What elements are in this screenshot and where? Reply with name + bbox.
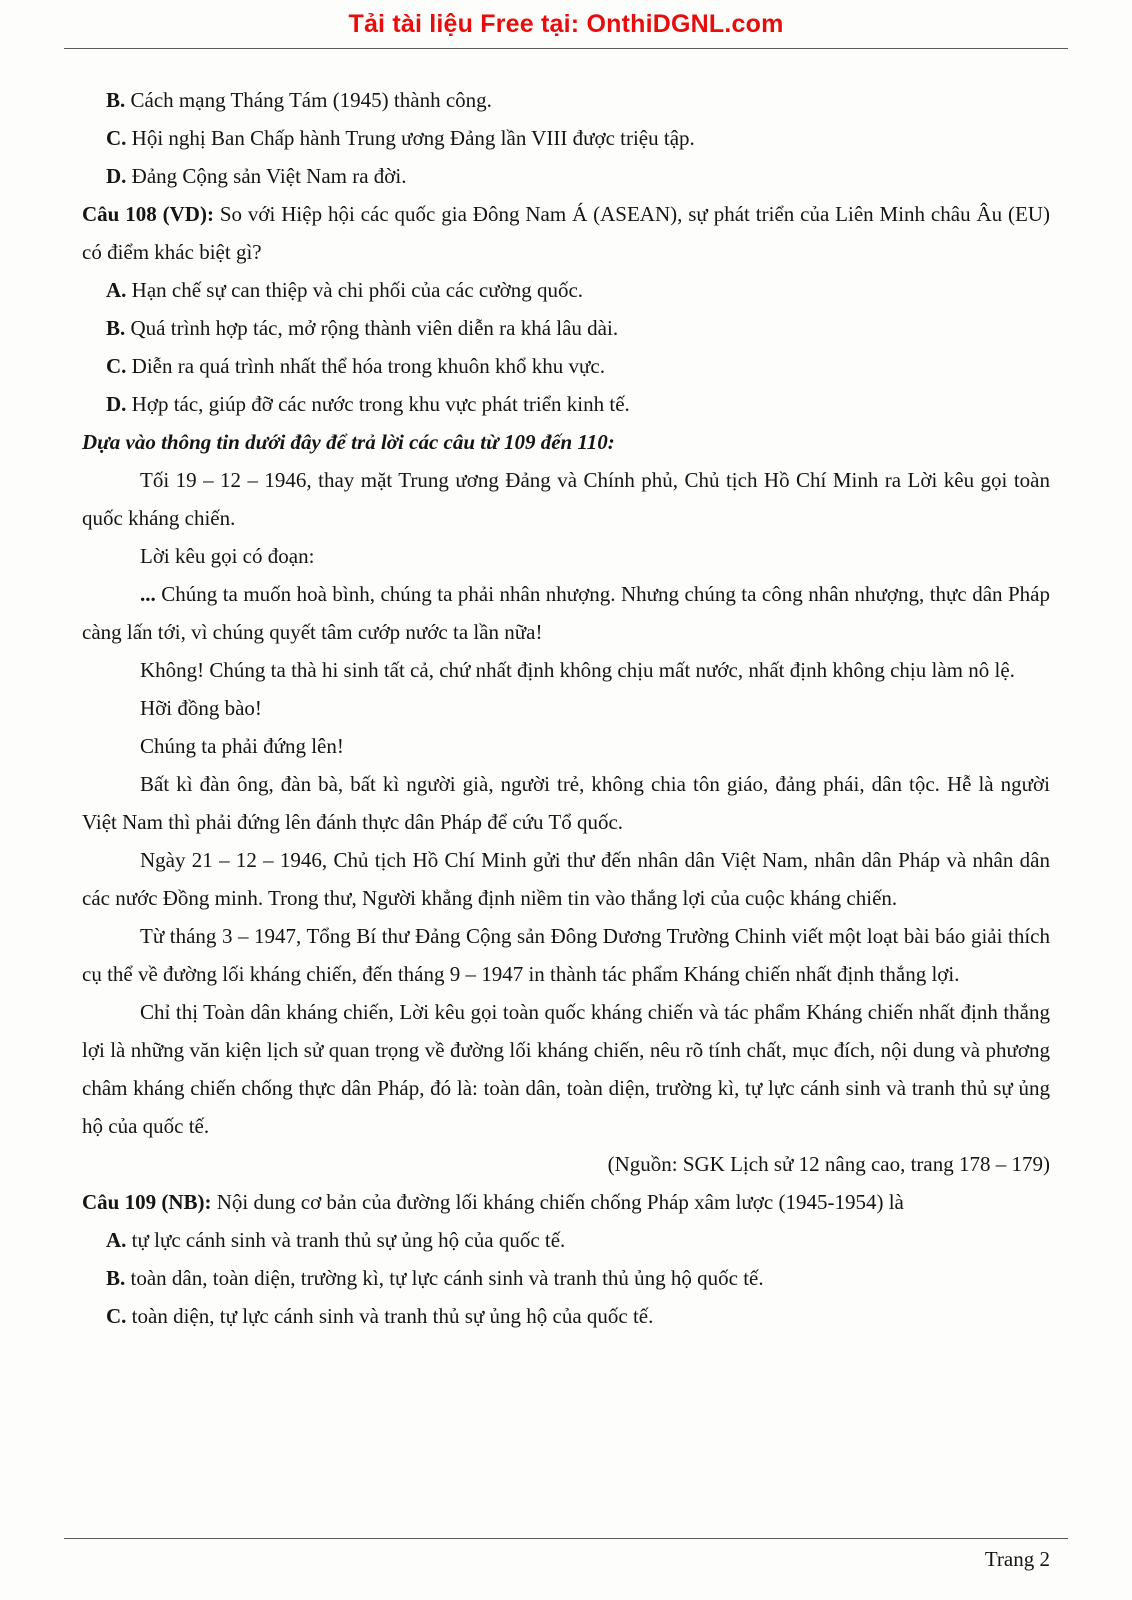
paragraph bbox=[82, 423, 1050, 461]
paragraph-prefix: A. bbox=[106, 278, 132, 302]
paragraph-text: Diễn ra quá trình nhất thể hóa trong khuôn khổ khu vực. bbox=[131, 354, 605, 378]
paragraph-text: Hợp tác, giúp đỡ các nước trong khu vực phát triển kinh tế. bbox=[131, 392, 630, 416]
paragraph-text: Chúng ta phải đứng lên! bbox=[140, 734, 344, 758]
paragraph bbox=[82, 537, 1050, 575]
paragraph bbox=[82, 157, 1050, 195]
paragraph-prefix: C. bbox=[106, 354, 132, 378]
paragraph-prefix: B. bbox=[106, 88, 131, 112]
paragraph-text: toàn diện, tự lực cánh sinh và tranh thủ sự ủng hộ của quốc tế. bbox=[131, 1304, 654, 1328]
paragraph bbox=[82, 727, 1050, 765]
paragraph-text: Hội nghị Ban Chấp hành Trung ương Đảng lần VIII được triệu tập. bbox=[131, 126, 695, 150]
paragraph-prefix: D. bbox=[106, 164, 132, 188]
paragraph-prefix: B. bbox=[106, 1266, 131, 1290]
paragraph-text: Tối 19 – 12 – 1946, thay mặt Trung ương Đảng và Chính phủ, Chủ tịch Hồ Chí Minh ra Lời kêu gọi toàn quốc kháng chiến. bbox=[82, 468, 1050, 530]
paragraph-text: Hỡi đồng bào! bbox=[140, 696, 262, 720]
paragraph-text: Chỉ thị Toàn dân kháng chiến, Lời kêu gọi toàn quốc kháng chiến và tác phẩm Kháng chiến nhất định thắng lợi là những văn kiện lịch sử quan trọng về đường lối kháng chiến, nêu rõ tính chất, mục đích, nội dung và phương châm kháng chiến chống thực dân Pháp, đó là: toàn dân, toàn diện, trường kì, tự lực cánh sinh và tranh thủ sự ủng hộ của quốc tế. bbox=[82, 1000, 1050, 1138]
paragraph-prefix: ... bbox=[140, 582, 162, 606]
page-header bbox=[0, 0, 1132, 49]
paragraph bbox=[82, 689, 1050, 727]
paragraph-text: Chúng ta muốn hoà bình, chúng ta phải nhân nhượng. Nhưng chúng ta công nhân nhượng, thực dân Pháp càng lấn tới, vì chúng quyết tâm cướp nước ta lần nữa! bbox=[82, 582, 1050, 644]
paragraph bbox=[82, 309, 1050, 347]
page-number: Trang 2 bbox=[984, 1547, 1050, 1571]
paragraph-prefix: A. bbox=[106, 1228, 132, 1252]
paragraph-text: toàn dân, toàn diện, trường kì, tự lực cánh sinh và tranh thủ ủng hộ quốc tế. bbox=[130, 1266, 764, 1290]
paragraph-text: Lời kêu gọi có đoạn: bbox=[140, 544, 315, 568]
paragraph-text: Ngày 21 – 12 – 1946, Chủ tịch Hồ Chí Minh gửi thư đến nhân dân Việt Nam, nhân dân Pháp và nhân dân các nước Đồng minh. Trong thư, Người khẳng định niềm tin vào thắng lợi của cuộc kháng chiến. bbox=[82, 848, 1050, 910]
paragraph-prefix: D. bbox=[106, 392, 132, 416]
paragraph-text: Không! Chúng ta thà hi sinh tất cả, chứ nhất định không chịu mất nước, nhất định không chịu làm nô lệ. bbox=[140, 658, 1015, 682]
paragraph bbox=[82, 347, 1050, 385]
paragraph bbox=[82, 1297, 1050, 1335]
paragraph bbox=[82, 917, 1050, 993]
paragraph bbox=[82, 765, 1050, 841]
paragraph bbox=[82, 195, 1050, 271]
paragraph bbox=[82, 651, 1050, 689]
document-body bbox=[0, 49, 1132, 1538]
paragraph-prefix: B. bbox=[106, 316, 131, 340]
paragraph-text: Quá trình hợp tác, mở rộng thành viên diễn ra khá lâu dài. bbox=[130, 316, 619, 340]
page-footer bbox=[0, 1538, 1132, 1600]
paragraph-text: (Nguồn: SGK Lịch sử 12 nâng cao, trang 178 – 179) bbox=[607, 1152, 1050, 1176]
paragraph-text: tự lực cánh sinh và tranh thủ sự ủng hộ của quốc tế. bbox=[131, 1228, 566, 1252]
paragraph bbox=[82, 1183, 1050, 1221]
paragraph-prefix: Câu 109 (NB): bbox=[82, 1190, 217, 1214]
paragraph-text: Hạn chế sự can thiệp và chi phối của các cường quốc. bbox=[131, 278, 584, 302]
paragraph bbox=[82, 461, 1050, 537]
paragraph-text: Từ tháng 3 – 1947, Tổng Bí thư Đảng Cộng sản Đông Dương Trường Chinh viết một loạt bài báo giải thích cụ thể về đường lối kháng chiến, đến tháng 9 – 1947 in thành tác phẩm Kháng chiến nhất định thắng lợi. bbox=[82, 924, 1050, 986]
paragraph-text: Nội dung cơ bản của đường lối kháng chiến chống Pháp xâm lược (1945-1954) là bbox=[216, 1190, 904, 1214]
paragraph bbox=[82, 81, 1050, 119]
paragraph-text: Dựa vào thông tin dưới đây để trả lời các câu từ 109 đến 110: bbox=[82, 430, 615, 454]
paragraph bbox=[82, 119, 1050, 157]
paragraph-prefix: C. bbox=[106, 1304, 132, 1328]
paragraph bbox=[82, 575, 1050, 651]
header-title: Tải tài liệu Free tại: OnthiDGNL.com bbox=[348, 10, 784, 38]
paragraph-prefix: C. bbox=[106, 126, 132, 150]
paragraph-text: Cách mạng Tháng Tám (1945) thành công. bbox=[130, 88, 492, 112]
footer-divider bbox=[64, 1538, 1068, 1539]
paragraph bbox=[82, 841, 1050, 917]
paragraph-prefix: Câu 108 (VD): bbox=[82, 202, 220, 226]
paragraph bbox=[82, 1259, 1050, 1297]
paragraph-text: Bất kì đàn ông, đàn bà, bất kì người già, người trẻ, không chia tôn giáo, đảng phái, dân tộc. Hễ là người Việt Nam thì phải đứng lên đánh thực dân Pháp để cứu Tổ quốc. bbox=[82, 772, 1050, 834]
paragraph-text: Đảng Cộng sản Việt Nam ra đời. bbox=[131, 164, 407, 188]
paragraph bbox=[82, 385, 1050, 423]
paragraph bbox=[82, 993, 1050, 1145]
paragraph bbox=[82, 271, 1050, 309]
paragraph bbox=[82, 1145, 1050, 1183]
paragraph-text: So với Hiệp hội các quốc gia Đông Nam Á (ASEAN), sự phát triển của Liên Minh châu Âu (EU) có điểm khác biệt gì? bbox=[82, 202, 1051, 264]
paragraph bbox=[82, 1221, 1050, 1259]
